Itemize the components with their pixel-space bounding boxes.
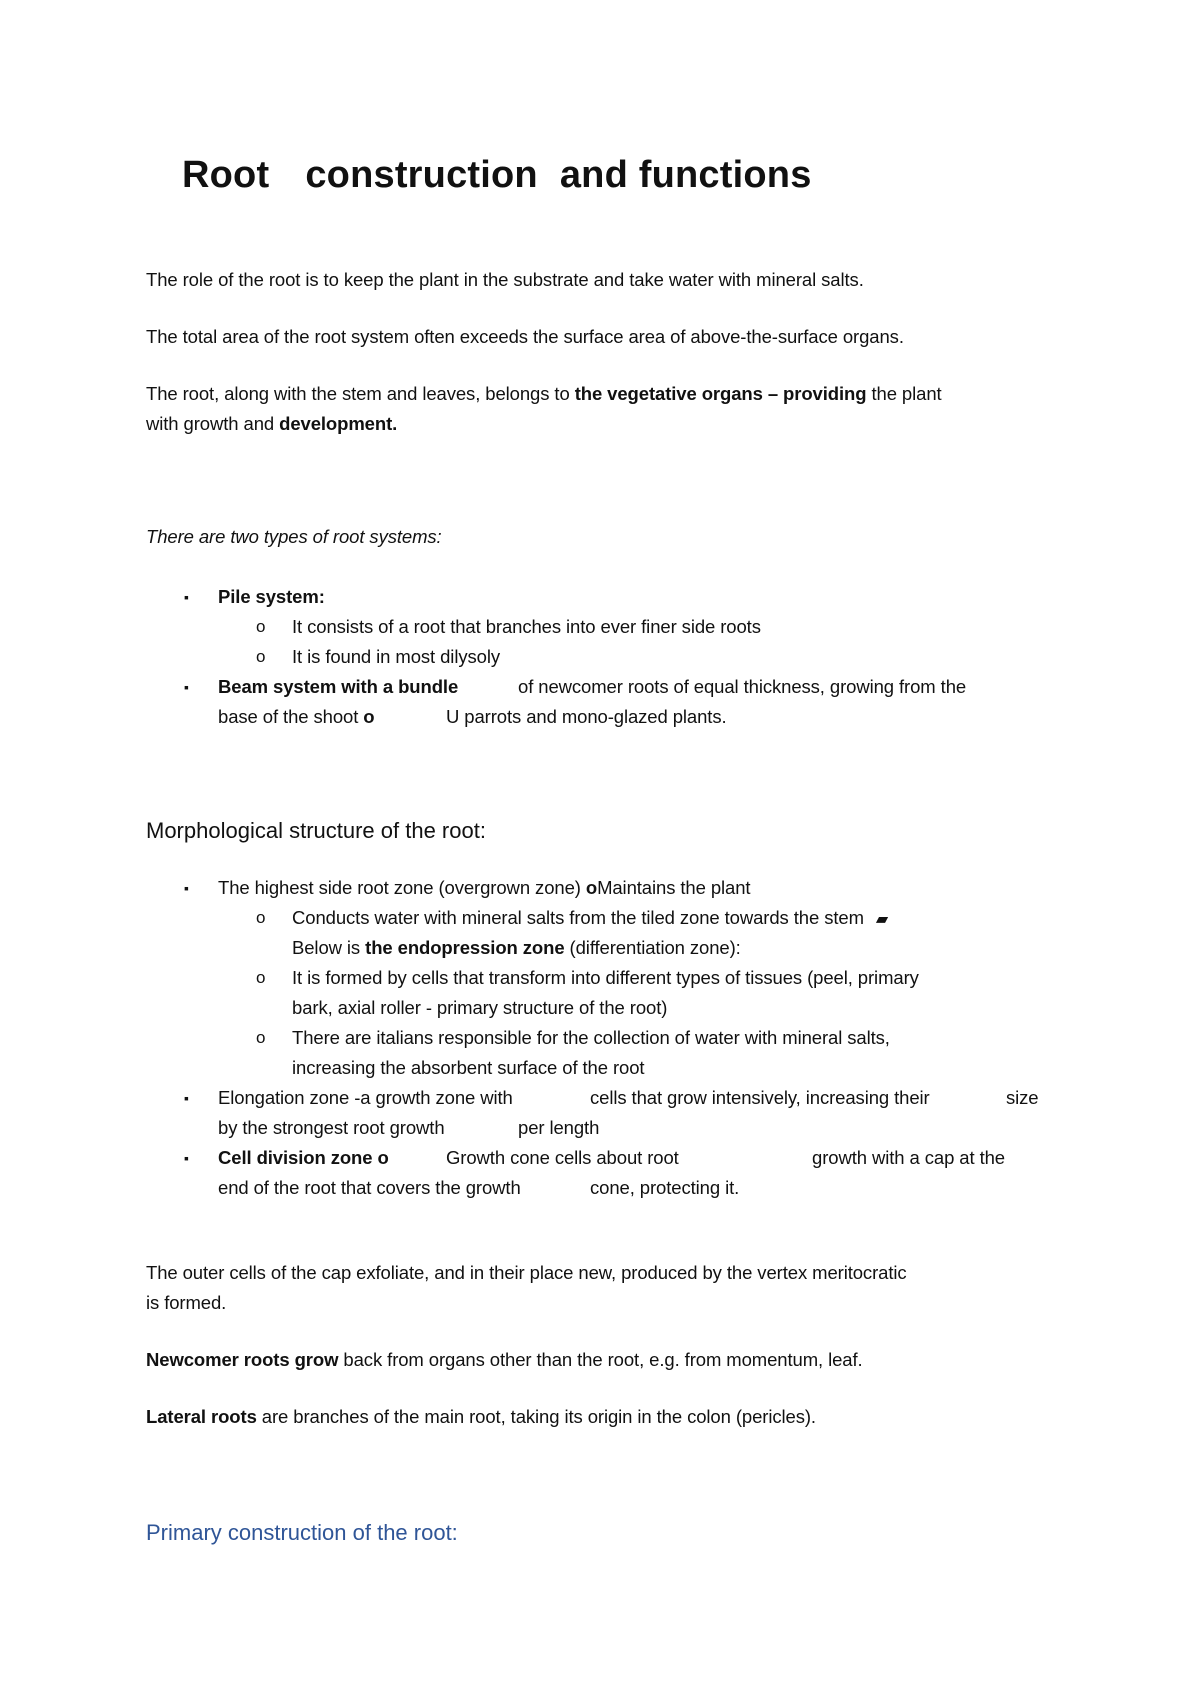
title-word-construction: construction [305,154,538,196]
intro-paragraph-2: The total area of the root system often exceeds the surface area of above-the-surface organs. [146,326,904,347]
intro-p3-line2-bold: development. [279,413,398,434]
outer-paragraph-3 [146,1402,816,1432]
sub-bullet-glyph: o [256,1028,266,1047]
sub-bullet-glyph: o [256,617,266,636]
morph-s1-text: Conducts water with mineral salts from the tiled zone towards the stem [292,907,864,928]
morph-b1-o: o [585,877,598,898]
outer-paragraph-2 [146,1345,863,1375]
intro-paragraph-3 [146,379,942,409]
morph-bullet-3-line-2-end: cone, protecting it. [590,1177,740,1198]
morph-bullet-2-end: size [1006,1087,1039,1108]
morph-bullet-3-mid: Growth cone cells about root [446,1147,679,1168]
morph-bullet-2-line-2-end: per length [518,1117,600,1138]
morph-bullet-3 [218,1143,389,1173]
beam-system-line-2-end: U parrots and mono-glazed plants. [446,706,727,727]
morph-b1-maintains: Maintains the plant [597,877,751,898]
bullet-glyph: ▪ [184,679,189,695]
pile-system-label-text: Pile system: [218,586,325,607]
title-word-root: Root [182,154,270,196]
morph-s1b-end: (differentiation zone): [564,937,741,958]
outer-paragraph-1: The outer cells of the cap exfoliate, and in their place new, produced by the vertex meritocratic [146,1262,907,1283]
morph-b3-growth: growth with [812,1147,905,1168]
outer-p3-bold: Lateral roots [146,1406,257,1427]
pile-sub-item-1: It consists of a root that branches into ever finer side roots [292,616,761,637]
outer-p2-bold: Newcomer roots grow [146,1349,339,1370]
beam-system-rest: of newcomer roots of equal thickness, growing from the [518,676,967,697]
morph-bullet-3-line-2: end of the root that covers the growth [218,1177,521,1198]
intro-paragraph-3-line-2 [146,409,397,439]
bullet-glyph: ▪ [184,1090,189,1106]
bullet-glyph: ▪ [184,1150,189,1166]
beam-system-line-2 [218,702,374,732]
bullet-glyph: ▪ [184,880,189,896]
document-glyph-icon: ▰ [875,911,889,928]
outer-p2-text: back from organs other than the root, e.g. from momentum, leaf. [338,1349,863,1370]
beam-system-bundle-text: a bundle [377,676,459,697]
intro-p3-end: the plant [866,383,942,404]
morph-bullet-2: Elongation zone -a growth zone with [218,1087,513,1108]
beam-line2-o: o [363,706,375,727]
intro-p3-bold: the vegetative organs – providing [574,383,867,404]
beam-line2-text: base of the shoot [218,706,364,727]
morph-sub-item-3-line-2: increasing the absorbent surface of the root [292,1057,645,1078]
pile-system-label [218,582,325,612]
morph-sub-item-1 [292,903,888,935]
title-word-functions: and functions [559,154,812,196]
morph-b3-bold: Cell division zone o [218,1147,389,1168]
types-heading-text: There are two types of root systems: [146,526,442,547]
morph-sub-item-3: There are italians responsible for the collection of water with mineral salts, [292,1027,890,1048]
morph-sub-item-2-line-2: bark, axial roller - primary structure of the root) [292,997,668,1018]
intro-paragraph-1: The role of the root is to keep the plant in the substrate and take water with mineral salts. [146,269,864,290]
bullet-glyph: ▪ [184,589,189,605]
morph-s1b-bold: the endopression zone [365,937,565,958]
pile-sub-item-2: It is found in most dilysoly [292,646,500,667]
morph-s1b-text: Below is [292,937,366,958]
outer-paragraph-1-line-2: is formed. [146,1292,227,1313]
beam-system-label [218,672,458,702]
morph-b3-cap: a cap at the [904,1147,1005,1168]
page-title [182,154,812,197]
intro-p3-text: The root, along with the stem and leaves, belongs to [146,383,575,404]
morph-sub-item-1-line-2 [292,933,741,963]
beam-system-label-text: Beam system with [218,676,378,697]
intro-p3-line2-text: with growth and [146,413,280,434]
sub-bullet-glyph: o [256,908,266,927]
morphological-heading: Morphological structure of the root: [146,818,486,843]
morph-bullet-2-mid: cells that grow intensively, increasing their [590,1087,930,1108]
morph-bullet-1 [218,873,750,903]
sub-bullet-glyph: o [256,647,266,666]
morph-b1-text: The highest side root zone (overgrown zone) [218,877,586,898]
primary-construction-heading: Primary construction of the root: [146,1520,458,1545]
sub-bullet-glyph: o [256,968,266,987]
morph-bullet-3-end [812,1143,1005,1173]
types-heading [146,522,442,552]
outer-p3-text: are branches of the main root, taking its origin in the colon (pericles). [256,1406,816,1427]
morph-sub-item-2: It is formed by cells that transform into different types of tissues (peel, primary [292,967,919,988]
morph-bullet-2-line-2: by the strongest root growth [218,1117,445,1138]
